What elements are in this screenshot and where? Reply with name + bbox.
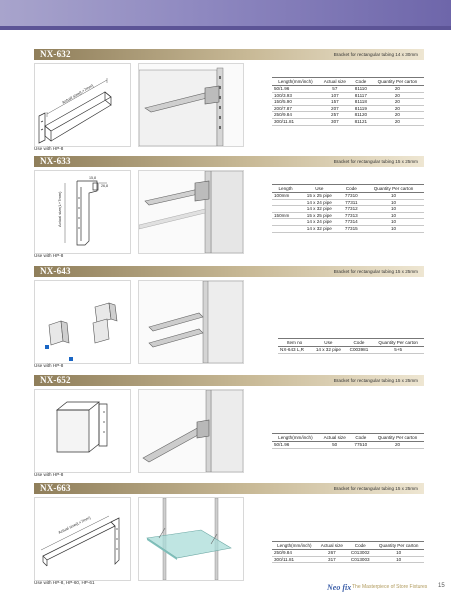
installed-photo [138,389,244,473]
table-cell: 15 x 25 pipe [299,212,340,219]
col-header: Length(mm/inch) [272,434,319,442]
col-header: Quantity Per carton [373,542,424,550]
table-row [272,193,424,200]
bracket-drawing [34,63,131,147]
section-header [34,49,424,60]
product-section-nx-652 [34,375,424,485]
table-header-row [272,78,424,86]
table-cell [272,225,299,232]
table-cell [272,219,299,226]
product-description: Bracket for rectangular tubing 15 x 25mm [333,378,418,383]
table-cell: 14 x 32 pipe [311,347,345,354]
table-cell: 77314 [340,219,363,226]
table-row [272,92,424,99]
table-cell: 10 [373,550,424,557]
table-cell: 77311 [340,199,363,206]
table-cell: 100/3.93 [272,92,319,99]
table-cell: 20 [371,99,424,106]
right-marker-icon [69,357,73,361]
spec-table [278,338,424,354]
bracket-drawing [34,280,131,364]
table-cell: C013002 [347,550,373,557]
table-cell: 257 [319,112,351,119]
product-description: Bracket for rectangular tubing 15 x 25mm [333,159,418,164]
col-header: Code [351,78,371,86]
table-header-row [272,185,424,193]
spec-table [272,433,424,449]
table-cell: 77315 [340,225,363,232]
col-header: Item no [278,339,311,347]
top-banner-stripe [0,26,451,30]
table-cell: 15 x 25 pipe [299,193,340,200]
table-cell: 10 [363,193,424,200]
table-cell: 57 [319,86,351,93]
table-row [272,118,424,125]
installed-photo-svg [139,390,243,472]
table-row [272,86,424,93]
table-cell: 14 x 24 pipe [299,199,340,206]
installed-photo-svg [139,171,243,253]
table-cell: 50/1.96 [272,86,319,93]
bracket-drawing [34,170,131,254]
table-row [278,347,424,354]
table-cell: 81119 [351,105,371,112]
dimension-label: Actual size(L+7mm) [57,191,62,227]
table-cell: C013003 [347,556,373,563]
table-cell: 5+5 [372,347,424,354]
top-banner [0,0,451,30]
page-number: 15 [438,583,445,589]
spec-table [272,184,424,233]
table-cell: 14 x 32 pipe [299,225,340,232]
table-header-row [272,542,424,550]
table-cell: 10 [373,556,424,563]
col-header: Quantity Per carton [371,434,424,442]
col-header: Use [299,185,340,193]
bracket-drawing-svg [35,390,130,472]
col-header: Actual size [317,542,347,550]
table-cell: 10 [363,225,424,232]
table-cell: 20 [371,442,424,449]
product-description: Bracket for rectangular tubing 15 x 25mm [333,486,418,491]
table-cell: 20 [371,112,424,119]
col-header: Length(mm/inch) [272,78,319,86]
table-row [272,112,424,119]
product-description: Bracket for rectangular tubing 14 x 30mm [333,52,418,57]
table-cell: 14 x 32 pipe [299,206,340,213]
table-row [272,99,424,106]
table-cell [272,199,299,206]
table-cell: 14 x 24 pipe [299,219,340,226]
installed-photo-svg [139,64,243,146]
table-cell: 77312 [340,206,363,213]
table-cell: 10 [363,219,424,226]
bracket-drawing-svg [35,498,130,580]
table-cell [272,206,299,213]
table-header-row [278,339,424,347]
installed-photo [138,497,244,581]
table-cell: 20 [371,105,424,112]
table-cell: 267 [317,550,347,557]
table-row [272,556,424,563]
table-cell: 150mm [272,212,299,219]
product-section-nx-663 [34,483,424,593]
table-row [272,550,424,557]
installed-photo [138,170,244,254]
table-row [272,225,424,232]
table-cell: 50/1.96 [272,442,319,449]
table-row [272,212,424,219]
spec-table [272,77,424,126]
table-cell: 20 [371,118,424,125]
product-code: NX-663 [40,483,71,493]
brand-logo: Neo fix [327,583,352,592]
product-section-nx-633 [34,156,424,266]
product-section-nx-632 [34,49,424,159]
usage-note: Use with HP-8 [34,146,64,151]
table-cell: 317 [317,556,347,563]
col-header: Actual size [319,434,351,442]
dimension-label: Actual size(L+7mm) [61,82,95,105]
table-cell: 10 [363,199,424,206]
table-cell: 20 [371,92,424,99]
section-header [34,483,424,494]
table-cell: 77510 [351,442,371,449]
usage-note: Use with HP-8 [34,363,64,368]
col-header: Length(mm/inch) [272,542,317,550]
col-header: Quantity Per carton [371,78,424,86]
table-cell: 107 [319,92,351,99]
table-cell: 20 [371,86,424,93]
table-cell: 10 [363,212,424,219]
product-code: NX-633 [40,156,71,166]
table-cell: 81117 [351,92,371,99]
col-header: Quantity Per carton [372,339,424,347]
table-cell: 157 [319,99,351,106]
section-header [34,375,424,386]
table-cell: 200/7.87 [272,105,319,112]
table-cell: 150/5.90 [272,99,319,106]
left-marker-icon [45,345,49,349]
table-cell: 81118 [351,99,371,106]
table-cell: 81121 [351,118,371,125]
table-cell: NX-643 L,R [278,347,311,354]
installed-photo-svg [139,281,243,363]
product-description: Bracket for rectangular tubing 15 x 25mm [333,269,418,274]
table-row [272,105,424,112]
dimension-label: Actual size(L+7mm) [57,514,92,535]
product-code: NX-643 [40,266,71,276]
bracket-drawing [34,497,131,581]
table-cell: 250/9.84 [272,112,319,119]
product-code: NX-652 [40,375,71,385]
col-header: Quantity Per carton [363,185,424,193]
table-row [272,199,424,206]
col-header: Code [340,185,363,193]
table-cell: 81120 [351,112,371,119]
table-cell: 10 [363,206,424,213]
usage-note: Use with HP-8, HP-60, HP-61 [34,580,95,585]
installed-photo [138,280,244,364]
table-cell: 300/11.81 [272,556,317,563]
col-header: Use [311,339,345,347]
table-cell: C003981 [346,347,373,354]
usage-note: Use with HP-8 [34,253,64,258]
table-cell: 77310 [340,193,363,200]
table-cell: 77313 [340,212,363,219]
table-cell: 100mm [272,193,299,200]
product-code: NX-632 [40,49,71,59]
spec-table [272,541,424,563]
dimension-small: 26,8 [101,184,108,188]
col-header: Code [346,339,373,347]
col-header: Length [272,185,299,193]
installed-photo [138,63,244,147]
dimension-small: 15,8 [89,176,96,180]
table-row [272,219,424,226]
bracket-drawing-svg [35,64,130,146]
section-header [34,156,424,167]
bracket-drawing-svg [35,171,130,253]
product-section-nx-643 [34,266,424,376]
section-header [34,266,424,277]
col-header: Code [351,434,371,442]
table-cell: 307 [319,118,351,125]
table-row [272,206,424,213]
col-header: Actual size [319,78,351,86]
installed-photo-svg [139,498,243,580]
col-header: Code [347,542,373,550]
table-cell: 81110 [351,86,371,93]
table-cell: 300/11.81 [272,118,319,125]
usage-note: Use with HP-8 [34,472,64,477]
table-cell: 250/9.84 [272,550,317,557]
table-cell: 207 [319,105,351,112]
table-row [272,442,424,449]
table-header-row [272,434,424,442]
brand-tagline: The Masterpiece of Store Fixtures [352,584,428,590]
table-cell: 50 [319,442,351,449]
bracket-drawing-svg [35,281,130,363]
bracket-drawing [34,389,131,473]
